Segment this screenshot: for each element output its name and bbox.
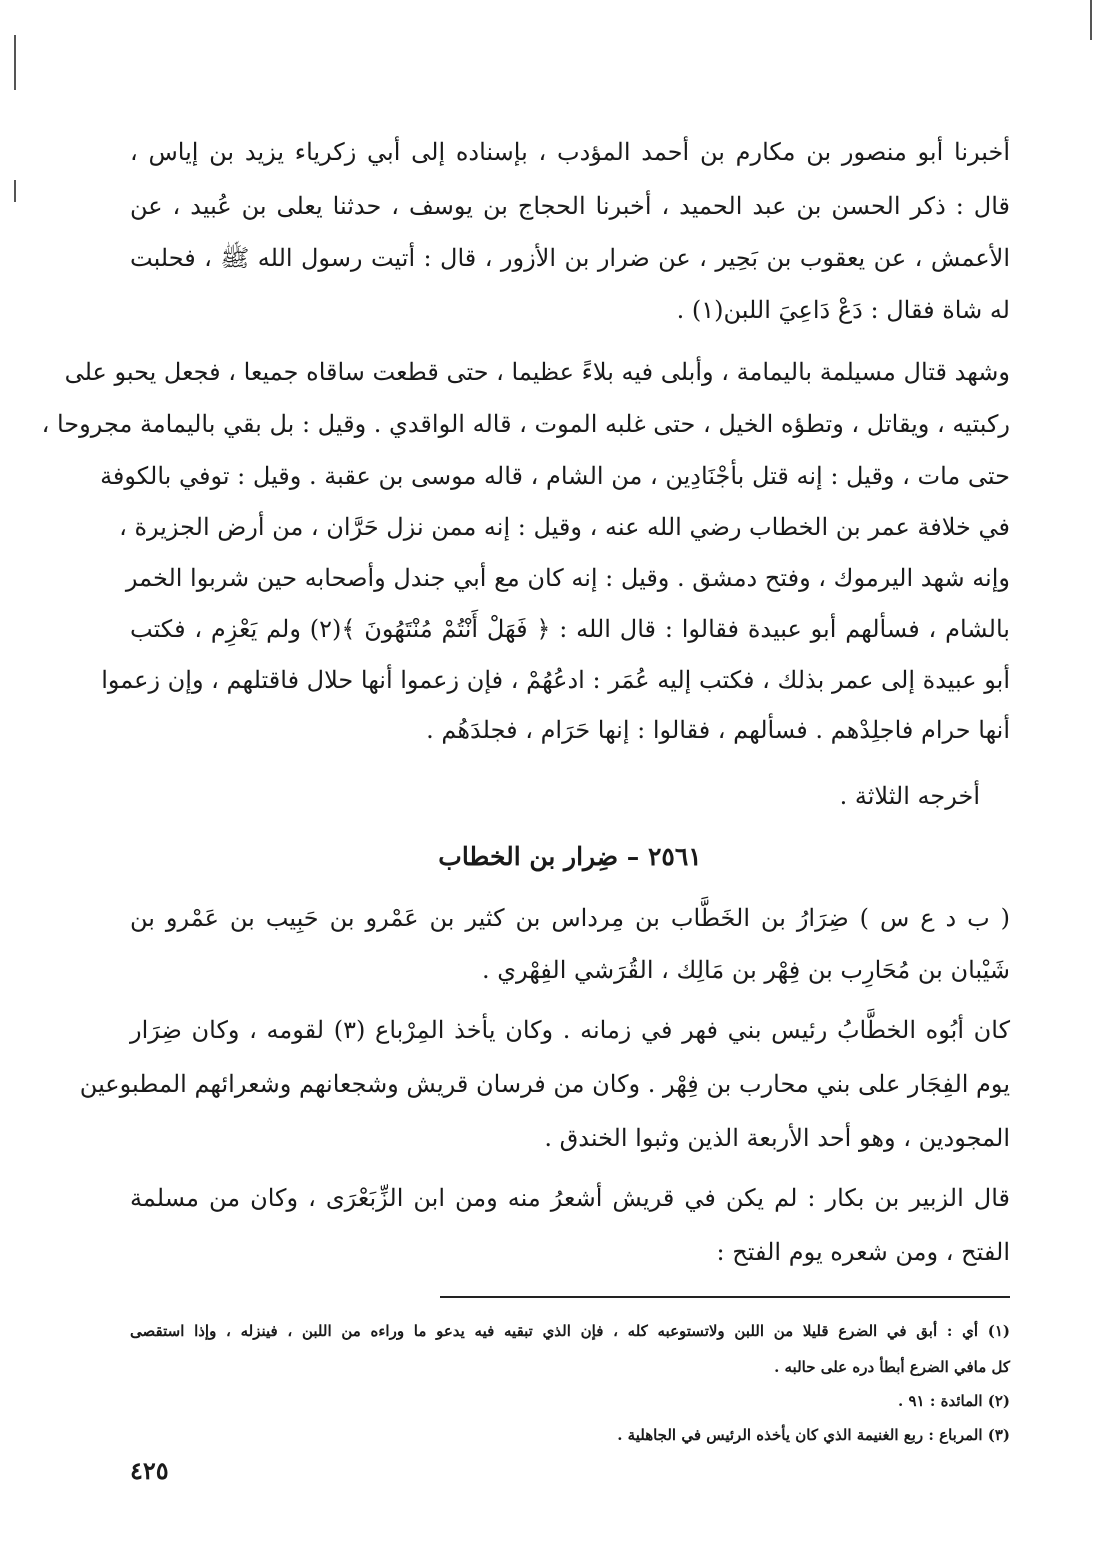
scan-edge-mark [14, 35, 16, 90]
text-line: له شاة فقال : دَعْ دَاعِيَ اللبن(١) . [676, 296, 1010, 324]
scan-edge-mark [14, 180, 16, 202]
text-line: كان أبُوه الخطَّابُ رئيس بني فهر في زمانه . وكان يأخذ المِرْباع (٣) لقومه ، وكان ضِرَار [130, 1016, 1011, 1044]
text-line: أخرجه الثلاثة . [839, 782, 980, 810]
text-line: المجودين ، وهو أحد الأربعة الذين وثبوا الخندق . [544, 1124, 1010, 1152]
text-line: أبو عبيدة إلى عمر بذلك ، فكتب إليه عُمَر : ادعُهُمْ ، فإن زعموا أنها حلال فاقتلهم ، وإن زعموا [101, 666, 1010, 694]
text-line: ( ب د ع س ) ضِرَارُ بن الخَطَّاب بن مِرداس بن كثير بن عَمْرو بن حَبِيب بن عَمْرو بن [130, 904, 1010, 932]
footnote: (٢) المائدة : ٩١ . [898, 1392, 1010, 1410]
text-line: في خلافة عمر بن الخطاب رضي الله عنه ، وقيل : إنه ممن نزل حَرَّان ، من أرض الجزيرة ، [119, 513, 1010, 541]
text-line: ركبتيه ، ويقاتل ، وتطؤه الخيل ، حتى غلبه الموت ، قاله الواقدي . وقيل : بل بقي باليمامة مجروحا ، [41, 410, 1010, 438]
text-line: قال الزبير بن بكار : لم يكن في قريش أشعرُ منه ومن ابن الزِّبَعْرَى ، وكان من مسلمة [130, 1184, 1010, 1212]
text-line: حتى مات ، وقيل : إنه قتل بأجْنَادِين ، من الشام ، قاله موسى بن عقبة . وقيل : توفي بالكوفة [100, 462, 1010, 490]
footnote: (٣) المرباع : ربع الغنيمة الذي كان يأخذه الرئيس في الجاهلية . [617, 1426, 1010, 1444]
text-line: أخبرنا أبو منصور بن مكارم بن أحمد المؤدب ، بإسناده إلى أبي زكرياء يزيد بن إياس ، [130, 138, 1010, 166]
entry-heading: ٢٥٦١ – ضِرار بن الخطاب [438, 842, 702, 871]
footnote: (١) أي : أبق في الضرع قليلا من اللبن ولاتستوعبه كله ، فإن الذي تبقيه فيه يدعو ما وراءه من اللبن ، فينزله ، وإذا استقصى [130, 1322, 1010, 1340]
text-line: الأعمش ، عن يعقوب بن بَحِير ، عن ضرار بن الأزور ، قال : أتيت رسول الله ﷺ ، فحلبت [130, 244, 1010, 272]
scan-edge-mark [1090, 0, 1092, 40]
text-line: بالشام ، فسألهم أبو عبيدة فقالوا : قال الله : ﴿ فَهَلْ أَنْتُمْ مُنْتَهُونَ ﴾(٢) ولم يَعْزِم ، فكتب [130, 615, 1010, 643]
text-line: وشهد قتال مسيلمة باليمامة ، وأبلى فيه بلاءً عظيما ، حتى قطعت ساقاه جميعا ، فجعل يحبو على [64, 358, 1010, 386]
text-line: وإنه شهد اليرموك ، وفتح دمشق . وقيل : إنه كان مع أبي جندل وأصحابه حين شربوا الخمر [125, 564, 1010, 592]
footnote: كل مافي الضرع أبطأ دره على حالبه . [774, 1358, 1010, 1376]
footnote-separator [440, 1296, 1010, 1298]
text-line: قال : ذكر الحسن بن عبد الحميد ، أخبرنا الحجاج بن يوسف ، حدثنا يعلى بن عُبيد ، عن [130, 192, 1010, 220]
text-line: أنها حرام فاجلِدْهم . فسألهم ، فقالوا : إنها حَرَام ، فجلدَهُم . [426, 716, 1010, 744]
page-number: ٤٢٥ [130, 1456, 169, 1485]
text-line: الفتح ، ومن شعره يوم الفتح : [716, 1238, 1010, 1266]
text-line: يوم الفِجَار على بني محارب بن فِهْر . وكان من فرسان قريش وشجعانهم وشعرائهم المطبوعين [79, 1070, 1010, 1098]
text-line: شَيْبان بن مُحَارِب بن فِهْر بن مَالِك ، القُرَشي الفِهْري . [481, 956, 1010, 984]
